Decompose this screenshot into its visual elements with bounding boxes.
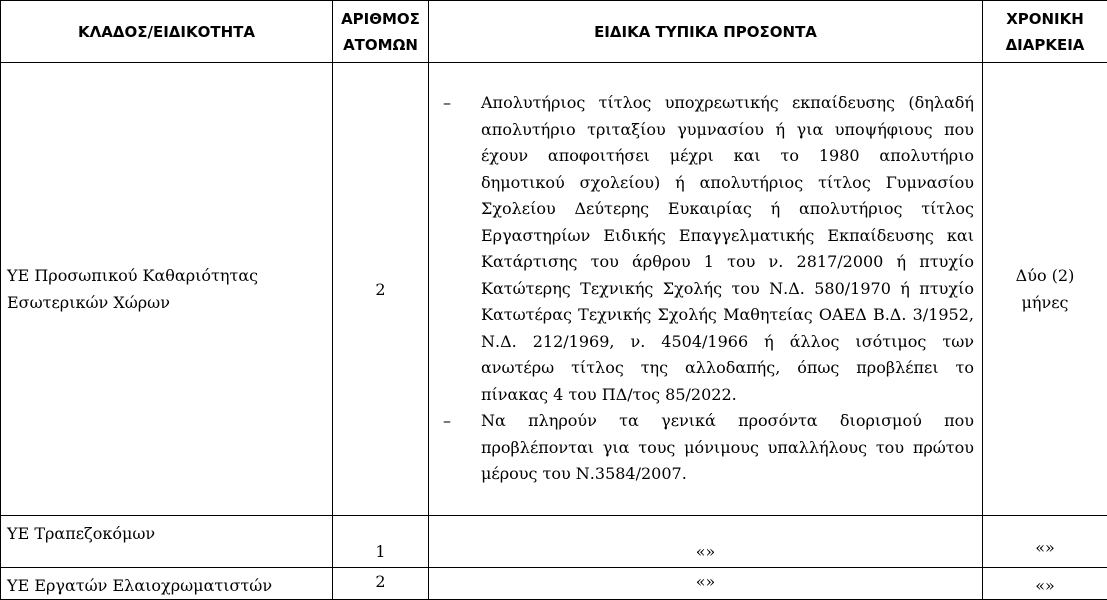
persons-cell: 1 bbox=[333, 516, 429, 568]
table-row bbox=[1, 568, 1107, 600]
table-row bbox=[1, 516, 1107, 568]
list-marker: – bbox=[443, 408, 451, 435]
header-qualifications: ΕΙΔΙΚΑ ΤΥΠΙΚΑ ΠΡΟΣΟΝΤΑ bbox=[429, 1, 983, 63]
qualifications-ref-cell: «» bbox=[429, 516, 983, 568]
header-row bbox=[1, 1, 1107, 63]
header-duration: ΧΡΟΝΙΚΗ ΔΙΑΡΚΕΙΑ bbox=[983, 1, 1107, 63]
list-item bbox=[429, 90, 974, 408]
specialty-cell: ΥΕ Τραπεζοκόμων bbox=[1, 516, 333, 568]
qualification-text: Απολυτήριος τίτλος υποχρεωτικής εκπαίδευσης (δηλαδή απολυτήριο τριταξίου γυμνασίου ή για υποψήφιους που έχουν αποφοιτήσει μέχρι και το 1980 απολυτήριο δημοτικού σχολείου) ή απολυτήριος τίτλος Γυμνασίου Σχολείου Δεύτερης Ευκαιρίας ή απολυτήριος τίτλος Εργαστηρίων Ειδικής Επαγγελματικής Εκπαίδευσης και Κατάρτισης του άρθρου 1 του ν. 2817/2000 ή πτυχίο Κατώτερης Τεχνικής Σχολής του Ν.Δ. 580/1970 ή πτυχίο Κατωτέρας Τεχνικής Σχολής Μαθητείας ΟΑΕΔ Β.Δ. 3/1952, Ν.Δ. 212/1969, ν. 4504/1966 ή άλλος ισότιμος των ανωτέρω τίτλος της αλλοδαπής, όπως προβλέπει το πίνακας 4 του ΠΔ/τος 85/2022. bbox=[481, 93, 974, 404]
list-item bbox=[429, 408, 974, 488]
persons-cell: 2 bbox=[333, 63, 429, 516]
qualifications-list bbox=[429, 86, 982, 492]
duration-cell: Δύο (2) μήνες bbox=[983, 63, 1107, 516]
qualifications-cell bbox=[429, 63, 983, 516]
specialty-cell: ΥΕ Προσωπικού Καθαριότητας Εσωτερικών Χώρων bbox=[1, 63, 333, 516]
duration-cell: «» bbox=[983, 516, 1107, 568]
header-specialty: ΚΛΑΔΟΣ/ΕΙΔΙΚΟΤΗΤΑ bbox=[1, 1, 333, 63]
qualifications-ref-cell: «» bbox=[429, 568, 983, 600]
list-marker: – bbox=[443, 90, 451, 117]
duration-cell: «» bbox=[983, 568, 1107, 600]
header-persons: ΑΡΙΘΜΟΣ ΑΤΟΜΩΝ bbox=[333, 1, 429, 63]
persons-cell: 2 bbox=[333, 568, 429, 600]
table-row bbox=[1, 63, 1107, 516]
qualification-text: Να πληρούν τα γενικά προσόντα διορισμού που προβλέπονται για τους μόνιμους υπαλλήλους του πρώτου μέρους του Ν.3584/2007. bbox=[481, 411, 974, 483]
specialty-cell: ΥΕ Εργατών Ελαιοχρωματιστών bbox=[1, 568, 333, 600]
